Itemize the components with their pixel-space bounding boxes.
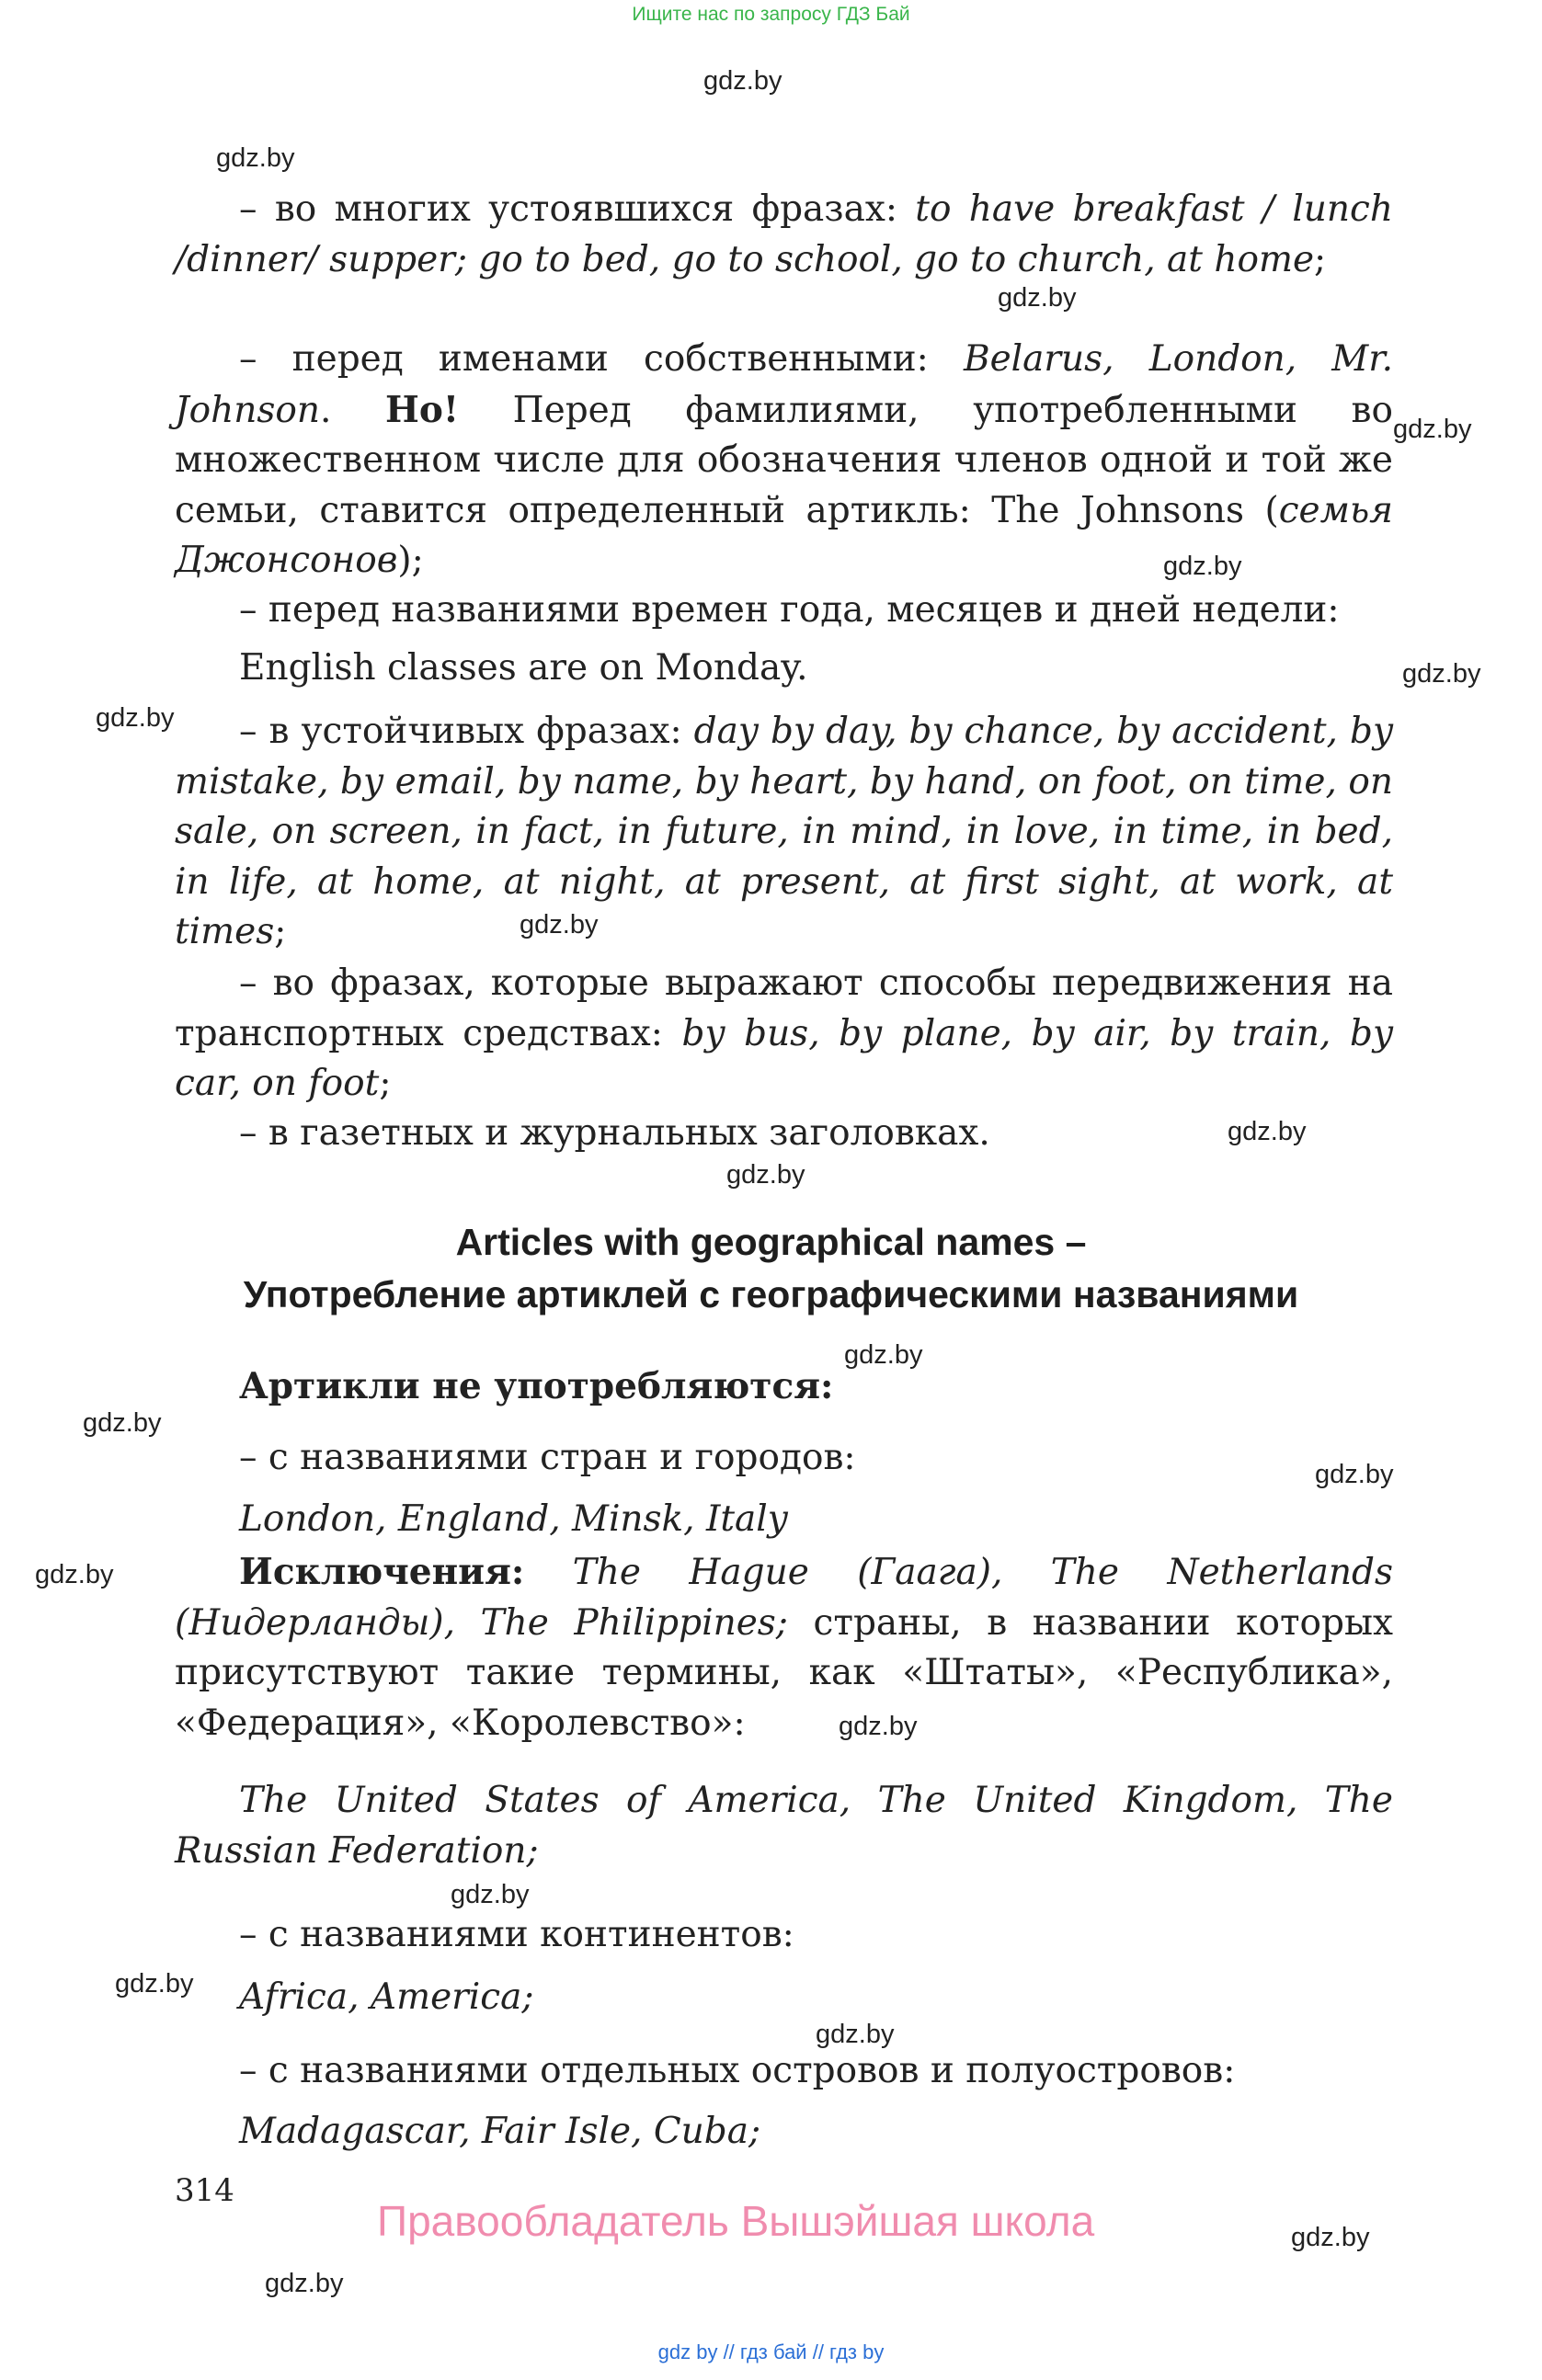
watermark: gdz.by: [844, 1340, 923, 1370]
watermark: gdz.by: [520, 910, 599, 939]
watermark: gdz.by: [816, 2020, 895, 2049]
list-item-proper-names: – перед именами собственными: Belarus, London, Mr. Johnson. Но! Перед фамилиями, употребленными во множественном числе для обозначения членов одной и той же семьи, ставится определенный артикль: The Johnsons (семья Джонсонов);: [175, 338, 1393, 581]
list-item-set-phrases: – во многих устоявшихся фразах: to have breakfast / lunch /dinner/ supper; go to bed, go to school, go to church, at home;: [175, 188, 1393, 280]
watermark: gdz.by: [1402, 659, 1481, 689]
section-heading-en: Articles with geographical names –: [455, 1221, 1087, 1263]
watermark: gdz.by: [83, 1408, 162, 1438]
watermark: gdz.by: [265, 2269, 344, 2298]
example-continents: Africa, America;: [239, 1976, 534, 2018]
watermark: gdz.by: [1228, 1117, 1307, 1146]
watermark: gdz.by: [839, 1712, 918, 1741]
example-exceptions: The United States of America, The United Kingdom, The Russian Federation;: [175, 1780, 1393, 1872]
list-item-headlines: – в газетных и журнальных заголовках.: [239, 1112, 990, 1154]
list-item-transport: – во фразах, которые выражают способы передвижения на транспортных средствах: by bus, by plane, by air, by train, by car, on foot;: [175, 962, 1393, 1104]
copyright-holder: Правообладатель Вышэйшая школа: [377, 2197, 1095, 2245]
page-number: 314: [175, 2172, 234, 2209]
watermark: gdz.by: [1291, 2223, 1370, 2252]
example-countries: London, England, Minsk, Italy: [239, 1498, 788, 1540]
watermark: gdz.by: [115, 1969, 194, 1999]
list-item-islands: – с названиями отдельных островов и полуостровов:: [239, 2050, 1236, 2091]
watermark: gdz.by: [216, 143, 295, 173]
watermark: gdz.by: [703, 66, 782, 96]
watermark: gdz.by: [451, 1880, 530, 1909]
watermark: gdz.by: [1393, 415, 1472, 444]
watermark: gdz.by: [1315, 1460, 1394, 1489]
section-heading-ru: Употребление артиклей с географическими названиями: [243, 1273, 1299, 1315]
list-item-seasons: – перед названиями времен года, месяцев и дней недели:: [239, 589, 1340, 631]
watermark: gdz.by: [726, 1160, 805, 1190]
watermark: gdz.by: [998, 283, 1077, 313]
list-item-continents: – с названиями континентов:: [239, 1914, 794, 1955]
watermark: gdz.by: [96, 703, 175, 733]
watermark: gdz.by: [35, 1560, 114, 1589]
example-monday: English classes are on Monday.: [239, 647, 808, 689]
exceptions-paragraph: Исключения: The Hague (Гаага), The Netherlands (Нидерланды), The Philippines; страны, в названии которых присутствуют такие термины, как «Штаты», «Республика», «Федерация», «Королевство»:: [175, 1551, 1393, 1744]
top-banner[interactable]: Ищите нас по запросу ГДЗ Бай: [632, 4, 910, 25]
subheading-not-used: Артикли не употребляются:: [239, 1365, 834, 1407]
bottom-links[interactable]: gdz by // гдз бай // гдз by: [657, 2340, 885, 2363]
list-item-fixed-phrases: – в устойчивых фразах: day by day, by chance, by accident, by mistake, by email, by name, by heart, by hand, on foot, on time, on sale, on screen, in fact, in future, in mind, in love, in time, in bed, in life, at home, at night, at present, at first sight, at work, at times;: [175, 711, 1393, 952]
example-islands: Madagascar, Fair Isle, Cuba;: [239, 2111, 761, 2152]
watermark: gdz.by: [1163, 552, 1242, 581]
list-item-countries: – с названиями стран и городов:: [239, 1437, 856, 1478]
